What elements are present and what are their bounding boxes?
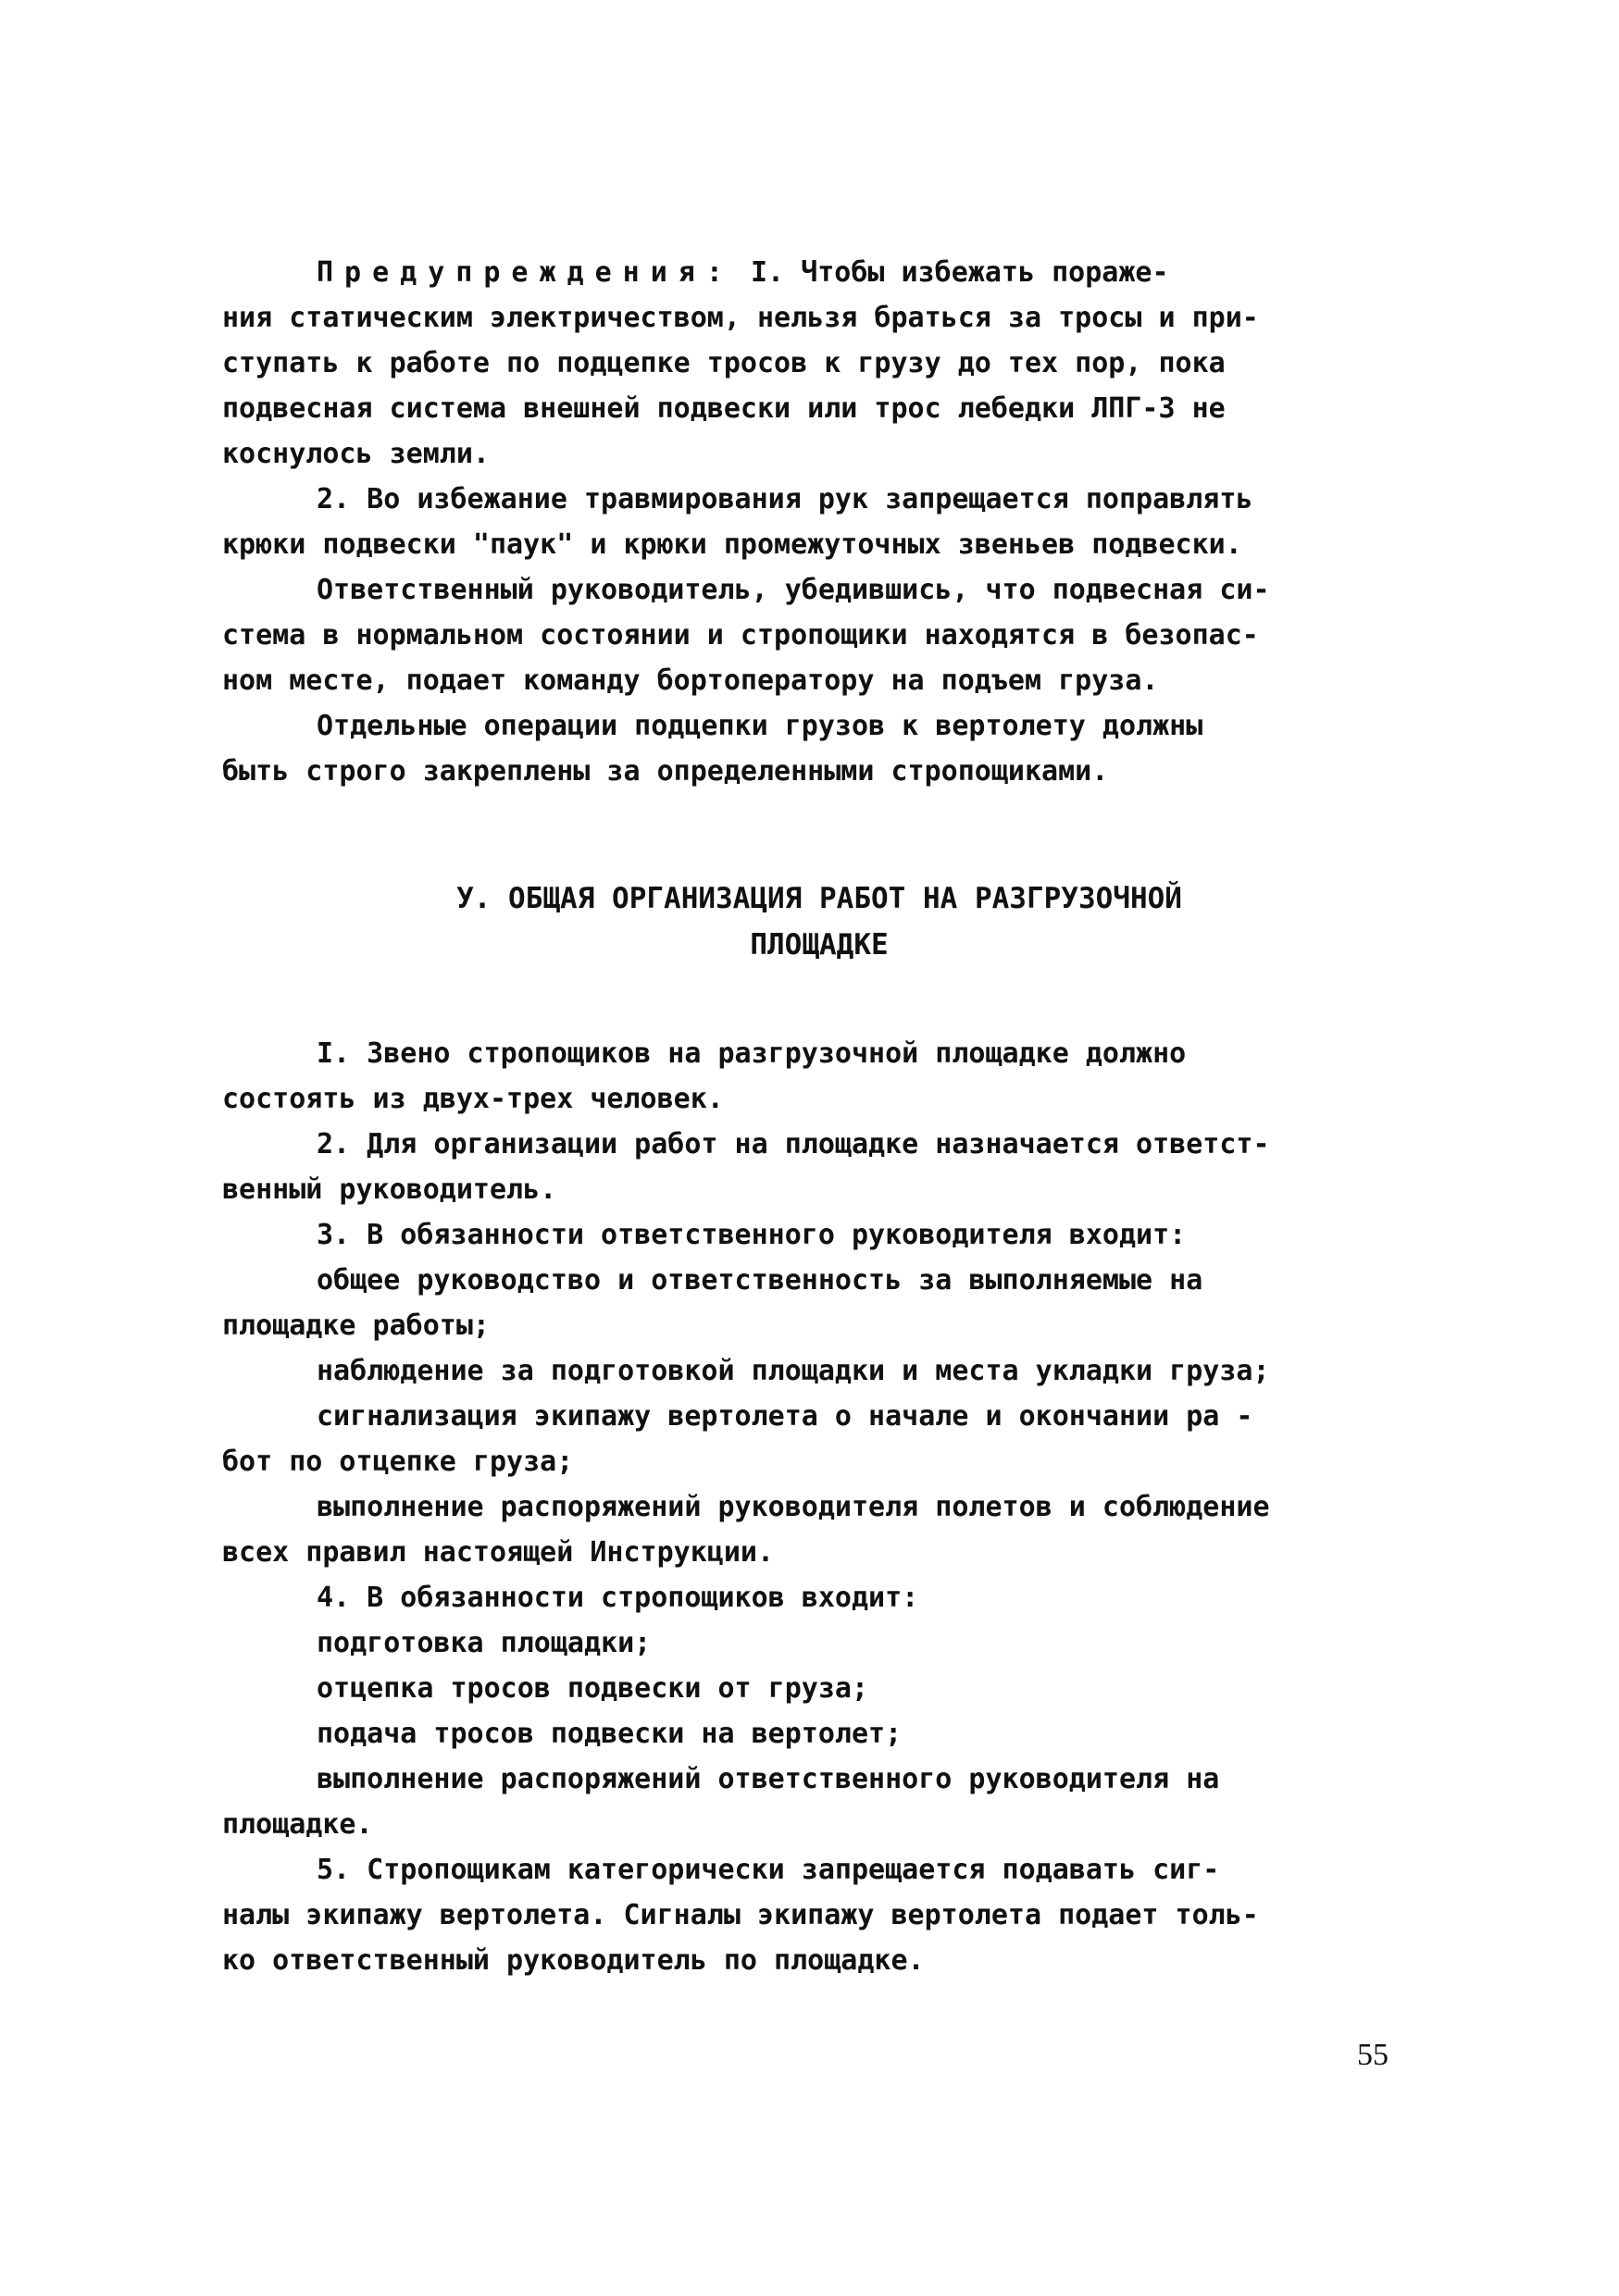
text-line: сигнализация экипажу вертолета о начале и окончании ра - xyxy=(317,1400,1253,1433)
document-page xyxy=(222,250,1398,1983)
section-heading-continued: ПЛОЩАДКЕ xyxy=(750,928,889,962)
text-line: наблюдение за подготовкой площадки и места укладки груза; xyxy=(317,1355,1270,1387)
page-number: 55 xyxy=(1357,2038,1389,2072)
heading-gap xyxy=(222,968,1398,1031)
text-line: выполнение распоряжений руководителя полетов и соблюдение xyxy=(317,1491,1270,1523)
text-line: I. Звено стропощиков на разгрузочной площадке должно xyxy=(317,1037,1187,1070)
text-line: 2. Для организации работ на площадке назначается ответст- xyxy=(317,1128,1270,1160)
text-line: всех правил настоящей Инструкции. xyxy=(222,1536,775,1569)
warnings-label: Предупреждения: xyxy=(317,256,734,289)
text-line: Ответственный руководитель, убедившись, что подвесная си- xyxy=(317,574,1270,606)
text-line: 3. В обязанности ответственного руководителя входит: xyxy=(317,1219,1187,1251)
text-line: 4. В обязанности стропощиков входит: xyxy=(317,1582,919,1614)
section-heading: У. ОБЩАЯ ОРГАНИЗАЦИЯ РАБОТ НА РАЗГРУЗОЧНОЙ xyxy=(456,882,1182,915)
text-line: стема в нормальном состоянии и стропощики находятся в безопас- xyxy=(222,619,1259,652)
text-line: подготовка площадки; xyxy=(317,1627,652,1659)
text-line: венный руководитель. xyxy=(222,1173,557,1206)
text-line: налы экипажу вертолета. Сигналы экипажу вертолета подает толь- xyxy=(222,1899,1259,1931)
text-line: крюки подвески "паук" и крюки промежуточных звеньев подвески. xyxy=(222,528,1242,561)
text-line: выполнение распоряжений ответственного руководителя на xyxy=(317,1763,1220,1795)
text-line: ко ответственный руководитель по площадке. xyxy=(222,1944,925,1977)
warnings-text: I. Чтобы избежать пораже- xyxy=(733,256,1169,289)
text-line: ступать к работе по подцепке тросов к грузу до тех пор, пока xyxy=(222,347,1226,379)
section-gap xyxy=(222,794,1398,875)
text-line: ном месте, подает команду бортоператору на подъем груза. xyxy=(222,664,1159,697)
text-line: отцепка тросов подвески от груза; xyxy=(317,1672,869,1705)
text-line: площадке. xyxy=(222,1808,373,1841)
text-line: подача тросов подвески на вертолет; xyxy=(317,1718,903,1750)
text-line: 2. Во избежание травмирования рук запрещается поправлять xyxy=(317,483,1253,515)
text-line: состоять из двух-трех человек. xyxy=(222,1083,724,1115)
text-line: бот по отцепке груза; xyxy=(222,1446,574,1478)
text-line: площадке работы; xyxy=(222,1309,490,1342)
text-line: Отдельные операции подцепки грузов к вертолету должны xyxy=(317,710,1203,742)
text-line: ния статическим электричеством, нельзя браться за тросы и при- xyxy=(222,302,1259,334)
text-line: общее руководство и ответственность за выполняемые на xyxy=(317,1264,1203,1297)
warnings-first-line xyxy=(222,250,1398,295)
text-line: 5. Стропощикам категорически запрещается подавать сиг- xyxy=(317,1854,1220,1886)
text-line: быть строго закреплены за определенными стропощиками. xyxy=(222,755,1109,788)
text-line: подвесная система внешней подвески или трос лебедки ЛПГ-3 не xyxy=(222,392,1226,425)
text-line: коснулось земли. xyxy=(222,438,490,470)
